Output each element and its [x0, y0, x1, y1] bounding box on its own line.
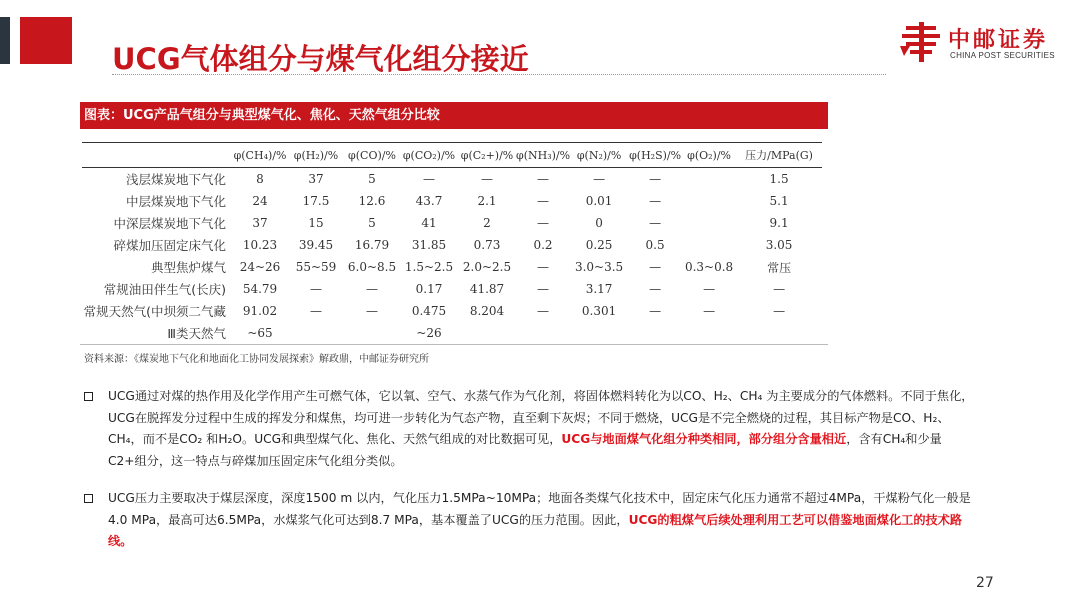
bullet-highlight: UCG的粗煤气后续处理利用工艺可以借鉴地面煤化工的技术路线。: [108, 512, 963, 549]
table-cell: 0.475: [411, 304, 447, 318]
column-header: φ(CO₂)/%: [400, 143, 458, 168]
table-cell: 5: [368, 216, 376, 230]
table-cell: 8: [256, 172, 264, 186]
table-row: [82, 234, 822, 256]
column-header: φ(C₂+)/%: [458, 143, 516, 168]
row-label: 常规天然气(中坝须二气藏: [83, 304, 226, 319]
table-cell: 41: [421, 216, 437, 230]
table-cell: [682, 234, 736, 256]
table-cell: [736, 322, 822, 345]
table-cell: —: [537, 282, 550, 296]
bullet-paragraph-1: [84, 386, 974, 472]
logo-name-cn: 中邮证券: [948, 28, 1049, 53]
table-cell: [458, 322, 516, 345]
table-cell: —: [310, 282, 322, 296]
table-cell: —: [593, 172, 606, 186]
table-caption: 图表：UCG产品气组分与典型煤气化、焦化、天然气组分比较: [80, 102, 828, 129]
row-label: 中深层煤炭地下气化: [113, 216, 226, 231]
table-row: [82, 300, 822, 322]
table-cell: 12.6: [358, 194, 386, 208]
table-header-row: [82, 143, 822, 168]
column-header: φ(H₂)/%: [288, 143, 344, 168]
table-cell: —: [649, 260, 662, 274]
table-cell: ~26: [400, 322, 458, 345]
table-cell: 37: [308, 172, 324, 186]
square-bullet-icon: [84, 494, 93, 503]
table-cell: —: [649, 282, 662, 296]
comparison-table: [82, 142, 822, 345]
column-header: φ(NH₃)/%: [516, 143, 570, 168]
bullet-text: UCG通过对煤的热作用及化学作用产生可燃气体，它以氧、空气、水蒸气作为气化剂，将固体燃料转化为以CO、H₂、CH₄ 为主要成分的气体燃料。不同于焦化，UCG在脱挥发分过程中生成的挥发分和煤焦，均可进一步转化为气态产物，直至剩下灰烬；不同于燃烧，UCG是不完全燃烧的过程，其目标产物是CO、H₂、CH₄，而不是CO₂ 和H₂O。UCG和典型煤气化、焦化、天然气组成的对比数据可见，: [108, 389, 974, 447]
table-cell: [628, 322, 682, 345]
table-cell: 9.1: [769, 216, 789, 230]
table-cell: 2.0~2.5: [462, 260, 512, 274]
logo: [900, 22, 1070, 62]
table-cell: —: [649, 216, 662, 230]
table-cell: 5.1: [769, 194, 789, 208]
table-cell: —: [537, 304, 550, 318]
table-row: [82, 322, 822, 345]
corner-dark-bar: [0, 17, 10, 64]
row-label: 浅层煤炭地下气化: [125, 172, 226, 187]
table-cell: 2.1: [477, 194, 497, 208]
table-cell: —: [703, 304, 716, 318]
table-cell: 10.23: [242, 238, 278, 252]
column-header: φ(H₂S)/%: [628, 143, 682, 168]
table-cell: 0.301: [581, 304, 617, 318]
logo-name-en: CHINA POST SECURITIES: [950, 51, 1055, 60]
table-cell: 3.0~3.5: [574, 260, 624, 274]
table-cell: [682, 190, 736, 212]
table-cell: 8.204: [469, 304, 505, 318]
column-header: φ(CO)/%: [344, 143, 400, 168]
source-note: 资料来源：《煤炭地下气化和地面化工协同发展探索》解政鼎，中邮证券研究所: [84, 354, 429, 365]
bullet-highlight: UCG与地面煤气化组分种类相同，部分组分含量相近: [561, 432, 847, 447]
table-cell: —: [310, 304, 322, 318]
table-cell: 24: [252, 194, 268, 208]
table-row: [82, 278, 822, 300]
table-cell: [682, 322, 736, 345]
table-cell: 0.25: [585, 238, 613, 252]
table-cell: 41.87: [469, 282, 505, 296]
table-cell: ~65: [232, 322, 288, 345]
table-cell: 0: [595, 216, 603, 230]
table-cell: [682, 168, 736, 191]
table-cell: 常压: [767, 260, 792, 275]
table-cell: 0.3~0.8: [684, 260, 734, 274]
table-row: [82, 168, 822, 191]
title-divider: [112, 74, 886, 75]
bullet-text: ，含有CH₄和少量C2+组分，这一特点与碎煤加压固定床气化组分类似。: [108, 432, 942, 468]
table-cell: —: [537, 260, 550, 274]
table-cell: —: [366, 282, 378, 296]
table-cell: [288, 322, 344, 345]
square-bullet-icon: [84, 392, 93, 401]
table-cell: —: [649, 172, 662, 186]
table-cell: —: [703, 282, 716, 296]
row-label: 常规油田伴生气(长庆): [103, 282, 226, 297]
table-row: [82, 190, 822, 212]
table-cell: 17.5: [302, 194, 330, 208]
bullet-text: UCG压力主要取决于煤层深度，深度1500 m 以内，气化压力1.5MPa~10MPa；地面各类煤气化技术中，固定床气化压力通常不超过4MPa，干煤粉气化一般是4.0 MPa，最高可达6.5MPa，水煤浆气化可达到8.7 MPa，基本覆盖了UCG的压力范围。因此，: [108, 491, 971, 527]
table-cell: 3.17: [585, 282, 613, 296]
table-cell: 54.79: [242, 282, 278, 296]
table-cell: 39.45: [298, 238, 334, 252]
table-cell: [570, 322, 628, 345]
table-cell: 2: [483, 216, 491, 230]
bullet-paragraph-2: [84, 488, 974, 553]
table-cell: 5: [368, 172, 376, 186]
source-divider: [80, 344, 828, 345]
column-header: φ(O₂)/%: [682, 143, 736, 168]
table-cell: 3.05: [765, 238, 793, 252]
row-label: 典型焦炉煤气: [150, 260, 226, 275]
table-cell: —: [481, 172, 493, 186]
table-cell: —: [537, 172, 550, 186]
table-cell: 6.0~8.5: [347, 260, 397, 274]
table-row: [82, 212, 822, 234]
table-cell: —: [649, 304, 662, 318]
table-cell: 0.17: [415, 282, 443, 296]
table-cell: [344, 322, 400, 345]
table-cell: 0.2: [533, 238, 553, 252]
china-post-logo-icon: [900, 22, 942, 62]
column-header: 压力/MPa(G): [736, 143, 822, 168]
table-cell: 16.79: [354, 238, 390, 252]
table-row: [82, 256, 822, 278]
table-cell: —: [773, 282, 786, 296]
table-cell: 91.02: [242, 304, 278, 318]
table-cell: 55~59: [295, 260, 337, 274]
table-cell: 0.73: [473, 238, 501, 252]
corner-red-block: [20, 17, 72, 64]
page-number: 27: [976, 575, 994, 591]
table-cell: —: [537, 194, 550, 208]
table-cell: 0.5: [645, 238, 665, 252]
table-cell: 1.5~2.5: [404, 260, 454, 274]
row-label: 中层煤炭地下气化: [125, 194, 226, 209]
table-cell: 31.85: [411, 238, 447, 252]
table-cell: 0.01: [585, 194, 613, 208]
row-label: Ⅲ类天然气: [82, 322, 232, 345]
table-cell: —: [423, 172, 435, 186]
table-cell: —: [773, 304, 786, 318]
page-title: UCG气体组分与煤气化组分接近: [112, 42, 529, 76]
table-cell: [516, 322, 570, 345]
table-cell: 37: [252, 216, 268, 230]
column-header: φ(N₂)/%: [570, 143, 628, 168]
table-cell: —: [649, 194, 662, 208]
table-cell: 43.7: [415, 194, 443, 208]
table-cell: 24~26: [239, 260, 281, 274]
row-label: 碎煤加压固定床气化: [113, 238, 226, 253]
table-cell: —: [537, 216, 550, 230]
table-cell: [682, 212, 736, 234]
table-cell: 15: [308, 216, 324, 230]
table-cell: 1.5: [769, 172, 789, 186]
column-header: [82, 143, 232, 168]
column-header: φ(CH₄)/%: [232, 143, 288, 168]
table-cell: —: [366, 304, 378, 318]
